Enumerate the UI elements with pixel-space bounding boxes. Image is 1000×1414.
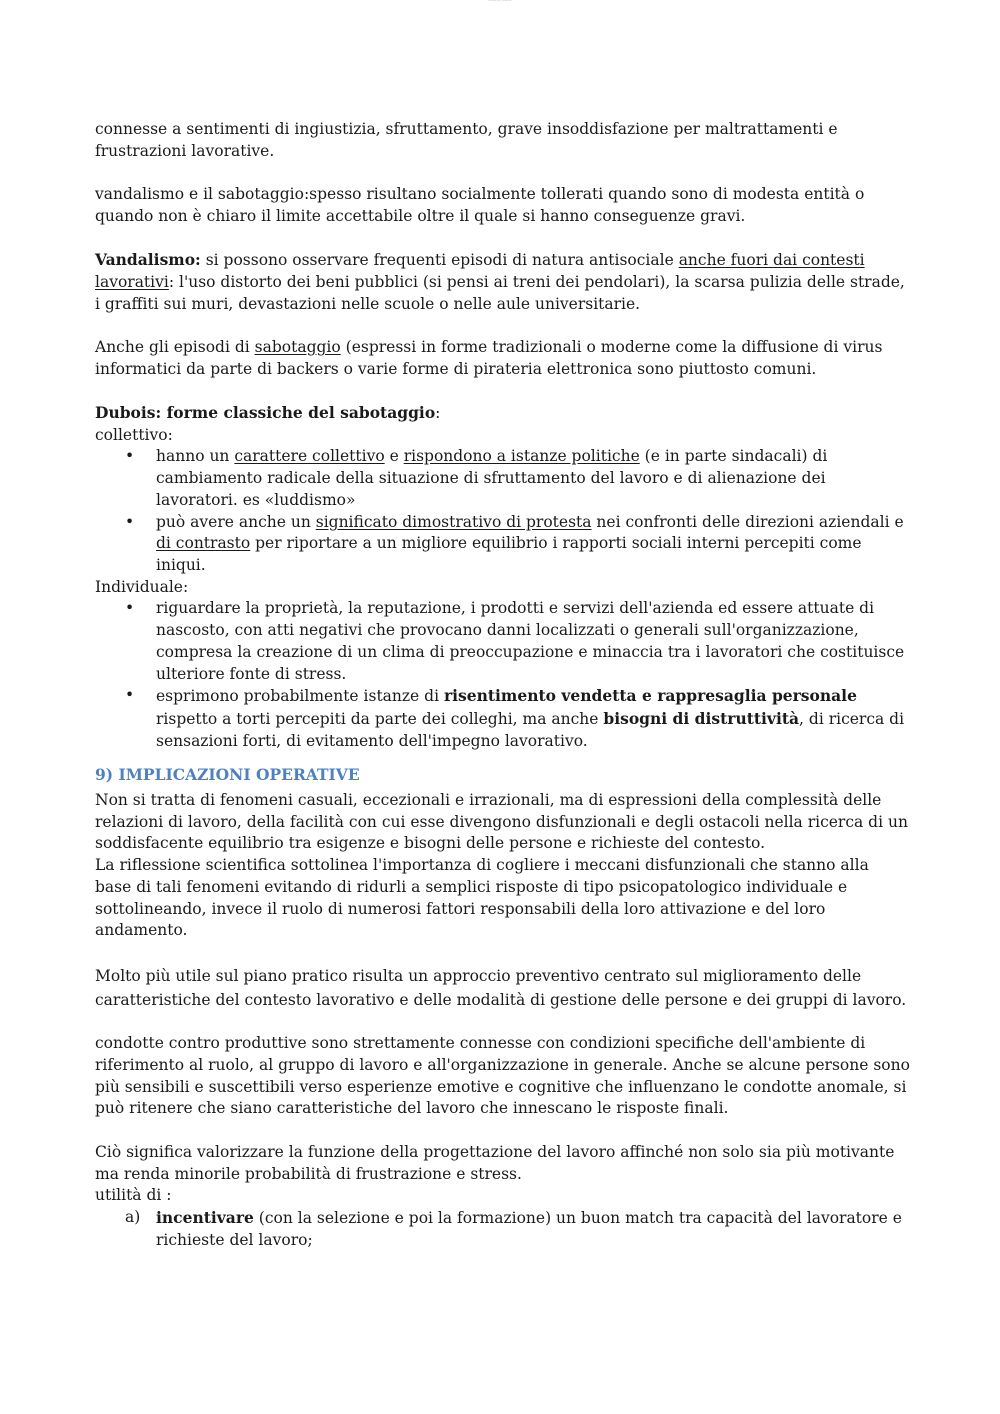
collective-label: collettivo: [95,425,173,444]
paragraph-vandalism [95,249,910,315]
item-text: (e in parte sindacali) di cambiamento radicale della situazione di sfruttamento del lavoro e di alienazione dei lavoratori. es «luddismo» [156,447,828,509]
individual-list [95,598,910,752]
item-text: può avere anche un [156,512,316,531]
item-text: riguardare la proprietà, la reputazione, i prodotti e servizi dell'azienda ed essere attuate di nascosto, con atti negativi che provocano danni localizzati o generali sull'organizzazione, compresa la creazione di un clima di preoccupazione e minaccia tra i lavoratori che costituisce ulteriore fonte di stress. [156,599,905,683]
vandalism-label: Vandalismo: [95,250,201,270]
item-text: rispetto a torti percepiti da parte dei colleghi, ma anche [156,709,604,728]
paragraph-frustration: connesse a sentimenti di ingiustizia, sfruttamento, grave insoddisfazione per maltrattamenti e frustrazioni lavorative. [95,120,838,160]
list-item [95,446,910,511]
item-underline: significato dimostrativo di protesta [315,512,592,531]
bullet-icon: • [125,686,135,705]
individual-label: Individuale: [95,577,189,596]
list-item [95,685,910,752]
dubois-title [95,402,910,425]
sabotage-text-a: Anche gli episodi di [95,337,255,356]
list-marker: a) [125,1207,141,1226]
vandalism-text-b: : l'uso distorto dei beni pubblici (si pensi ai treni dei pendolari), la scarsa pulizia delle strade, i graffiti sui muri, devastazioni nelle scuole o nelle aule universitarie. [95,272,905,313]
dubois-label: Dubois: forme classiche del sabotaggio [95,403,436,423]
utility-label: utilità di : [95,1186,172,1205]
sabotage-underline: sabotaggio [254,337,341,356]
sabotage-text-b: (espressi in forme tradizionali o moderne come la diffusione di virus informatici da parte di backers o varie forme di pirateria elettronica sono piuttosto comuni. [95,337,883,378]
document-body [95,119,910,1251]
section-heading: 9) IMPLICAZIONI OPERATIVE [95,765,360,785]
list-item [95,598,910,685]
item-text: esprimono probabilmente istanze di [156,687,444,706]
bullet-icon: • [125,447,135,466]
item-bold: risentimento vendetta e rappresaglia personale [443,686,857,706]
bullet-icon: • [125,599,135,618]
item-text: per riportare a un migliore equilibrio i rapporti sociali interni percepiti come iniqui. [156,534,862,574]
item-text: nei confronti delle direzioni aziendali e [591,512,904,531]
item-text: hanno un [156,447,235,466]
bullet-icon: • [125,512,135,531]
collective-list [95,446,910,576]
item-bold: incentivare [156,1207,254,1227]
vandalism-text-a: si possono osservare frequenti episodi di natura antisociale [200,251,679,270]
paragraph-operative-1: Non si tratta di fenomeni casuali, eccezionali e irrazionali, ma di espressioni della complessità delle relazioni di lavoro, della facilità con cui esse divengono disfunzionali e degli ostacoli nella ricerca di un soddisfacente equilibrio tra esigenze e bisogni delle persone e richieste del contesto. [95,791,908,853]
paragraph-vandalism-sabotage: vandalismo e il sabotaggio:spesso risultano socialmente tollerati quando sono di modesta entità o quando non è chiaro il limite accettabile oltre il quale si hanno conseguenze gravi. [95,185,865,225]
paragraph-preventive: Molto più utile sul piano pratico risulta un approccio preventivo centrato sul miglioramento delle caratteristiche del contesto lavorativo e delle modalità di gestione delle persone e dei gruppi di lavoro. [95,966,907,1009]
paragraph-meaning: Ciò significa valorizzare la funzione della progettazione del lavoro affinché non solo sia più motivante ma renda minorile probabilità di frustrazione e stress. [95,1142,895,1183]
item-text: , di ricerca di sensazioni forti, di evitamento dell'impegno lavorativo. [156,709,905,750]
list-item [95,512,910,577]
item-underline: rispondono a istanze politiche [403,447,640,466]
item-underline: di contrasto [156,534,251,553]
paragraph-conduct: condotte contro produttive sono strettamente connesse con condizioni specifiche dell'ambiente di riferimento al ruolo, al gruppo di lavoro e all'organizzazione in generale. Anche se alcune persone sono più sensibili e suscettibili verso esperienze emotive e cognitive che influenzano le condotte anomale, si può ritenere che siano caratteristiche del lavoro che innescano le risposte finali. [95,1034,910,1118]
vandalism-underline: anche fuori dai contesti lavorativi [95,251,865,291]
item-text: e [384,447,404,466]
item-underline: carattere collettivo [234,447,385,466]
item-text: (con la selezione e poi la formazione) un buon match tra capacità del lavoratore e richieste del lavoro; [156,1208,902,1249]
paragraph-operative-2: La riflessione scientifica sottolinea l'importanza di cogliere i meccani disfunzionali che stanno alla base di tali fenomeni evitando di ridurli a semplici risposte di tipo psicopatologico individuale e sottolineando, invece il ruolo di numerosi fattori responsabili della loro attivazione e del loro andamento. [95,856,869,940]
paragraph-sabotage [95,337,910,380]
dubois-colon: : [435,404,441,423]
utility-list [95,1207,910,1251]
header-mark: Lavorare per Giudicare [488,0,512,2]
item-bold: bisogni di distruttività [603,708,800,728]
list-item [95,1207,910,1251]
